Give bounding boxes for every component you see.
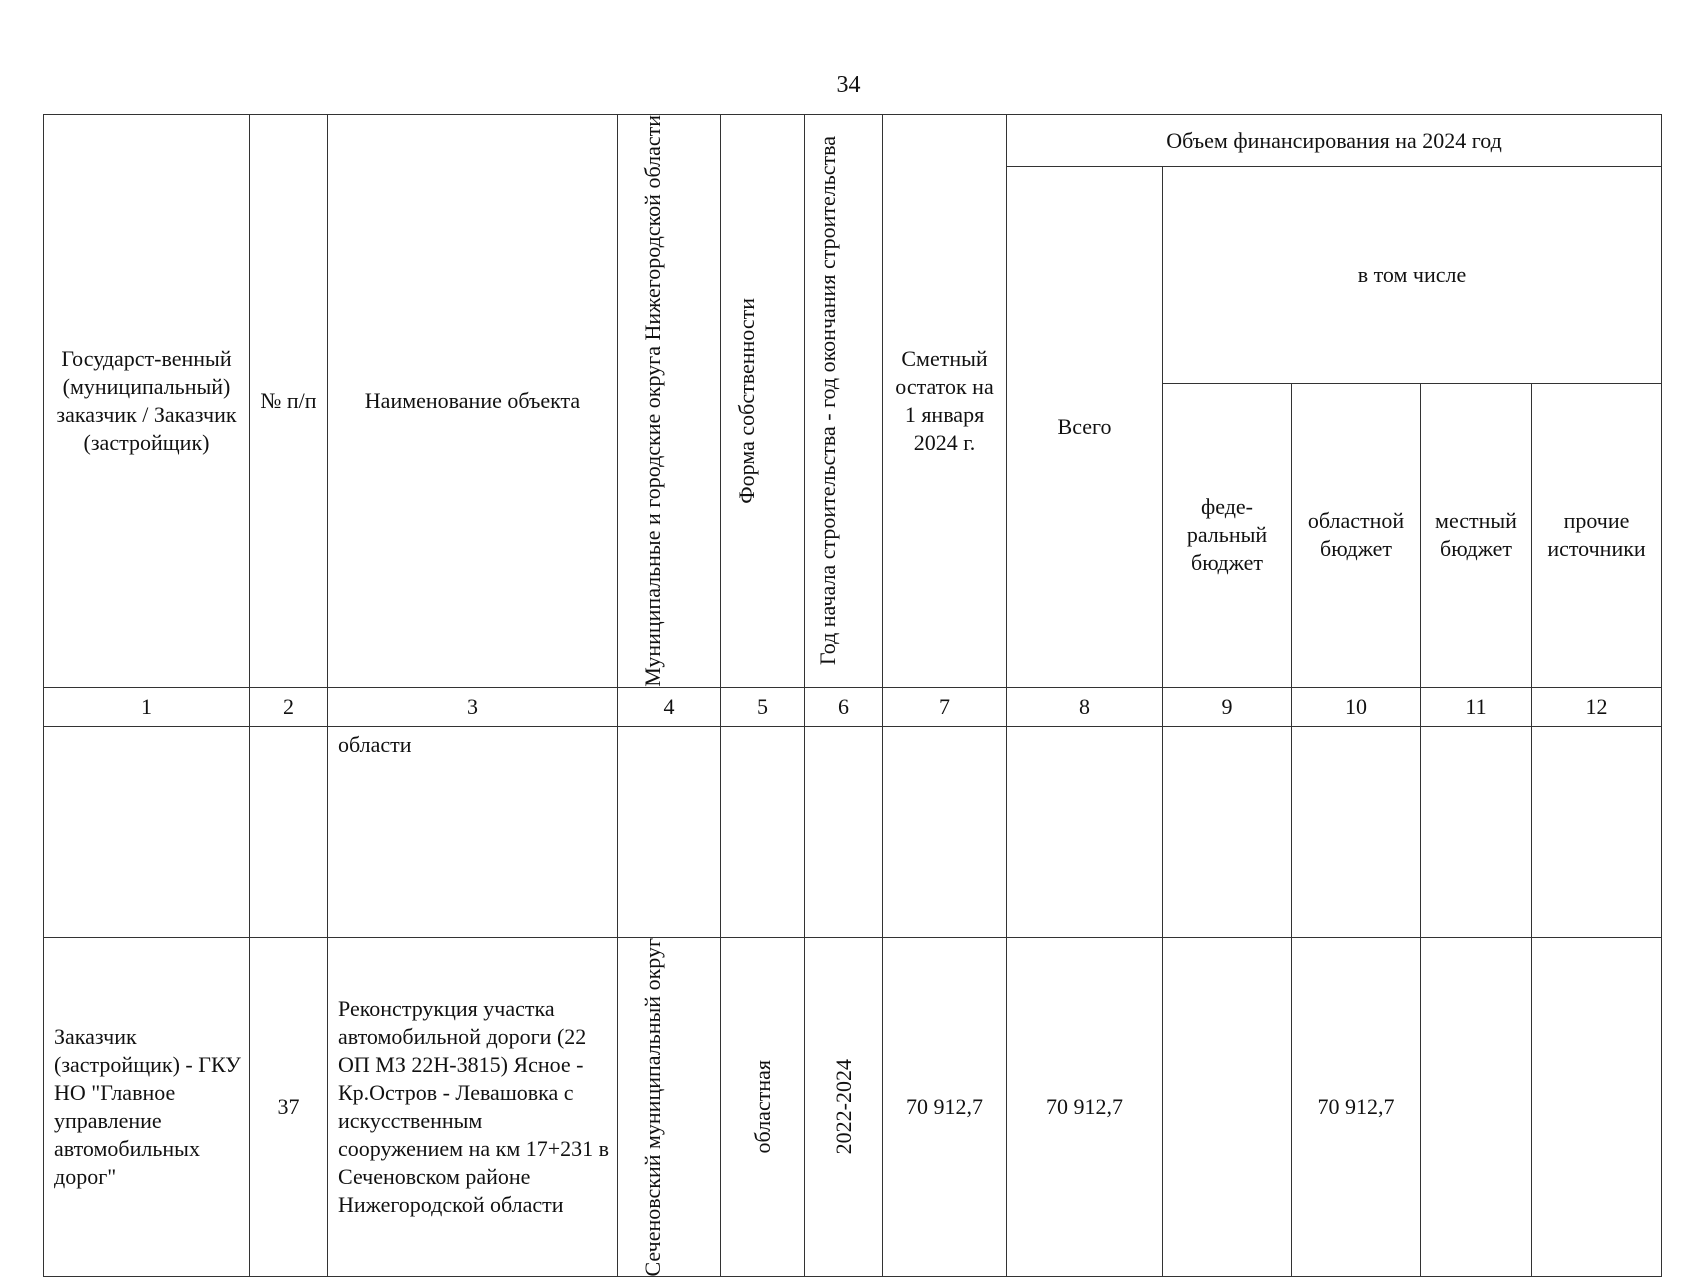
estimate-cell: 70 912,7 xyxy=(883,937,1007,1277)
header-years-text: Год начала строительства - год окончания строительства xyxy=(814,136,840,666)
continued-object-name: области xyxy=(328,726,618,937)
table-row xyxy=(44,937,1662,1277)
other-cell xyxy=(1532,937,1662,1277)
cell xyxy=(1163,726,1292,937)
row-number-cell: 37 xyxy=(250,937,328,1277)
column-number: 12 xyxy=(1532,687,1662,726)
header-municipality xyxy=(618,115,721,688)
header-number: № п/п xyxy=(250,115,328,688)
regional-cell: 70 912,7 xyxy=(1292,937,1421,1277)
object-name-cell: Реконструкция участка автомобильной дороги (22 ОП МЗ 22Н-3815) Ясное - Кр.Остров - Левашовка с искусственным сооружением на км 17+231 в Сеченовском районе Нижегородской области xyxy=(328,937,618,1277)
header-object-name: Наименование объекта xyxy=(328,115,618,688)
column-number: 2 xyxy=(250,687,328,726)
cell xyxy=(1532,726,1662,937)
column-number: 5 xyxy=(721,687,805,726)
column-number: 1 xyxy=(44,687,250,726)
header-regional: областной бюджет xyxy=(1292,383,1421,687)
page-number: 34 xyxy=(836,72,861,98)
header-local: местный бюджет xyxy=(1421,383,1532,687)
cell xyxy=(1007,726,1163,937)
continued-row xyxy=(44,726,1662,937)
ownership-cell xyxy=(721,937,805,1277)
column-number: 8 xyxy=(1007,687,1163,726)
column-number: 6 xyxy=(805,687,883,726)
total-cell: 70 912,7 xyxy=(1007,937,1163,1277)
column-number: 3 xyxy=(328,687,618,726)
years-cell xyxy=(805,937,883,1277)
header-estimate: Сметный остаток на 1 января 2024 г. xyxy=(883,115,1007,688)
header-including: в том числе xyxy=(1163,167,1662,384)
years-text: 2022-2024 xyxy=(830,1059,856,1155)
ownership-text: областная xyxy=(749,1060,775,1154)
cell xyxy=(250,726,328,937)
cell xyxy=(1421,726,1532,937)
local-cell xyxy=(1421,937,1532,1277)
cell xyxy=(721,726,805,937)
header-years xyxy=(805,115,883,688)
customer-cell: Заказчик (застройщик) - ГКУ НО "Главное управление автомобильных дорог" xyxy=(44,937,250,1277)
municipality-cell xyxy=(618,937,721,1277)
funding-table xyxy=(43,114,1662,1277)
header-customer: Государст-венный (муниципальный) заказчик / Заказчик (застройщик) xyxy=(44,115,250,688)
header-federal: феде-ральный бюджет xyxy=(1163,383,1292,687)
cell xyxy=(44,726,250,937)
header-ownership-text: Форма собственности xyxy=(733,297,759,504)
federal-cell xyxy=(1163,937,1292,1277)
municipality-text: Сеченовский муниципальный округ xyxy=(640,937,665,1277)
cell xyxy=(1292,726,1421,937)
header-municipality-text: Муниципальные и городские округа Нижегородской области xyxy=(640,115,665,687)
column-number: 9 xyxy=(1163,687,1292,726)
header-other: прочие источники xyxy=(1532,383,1662,687)
header-ownership xyxy=(721,115,805,688)
column-number: 11 xyxy=(1421,687,1532,726)
column-number: 10 xyxy=(1292,687,1421,726)
cell xyxy=(883,726,1007,937)
header-funding: Объем финансирования на 2024 год xyxy=(1007,115,1662,167)
header-total: Всего xyxy=(1007,167,1163,688)
cell xyxy=(805,726,883,937)
column-number: 4 xyxy=(618,687,721,726)
column-number: 7 xyxy=(883,687,1007,726)
cell xyxy=(618,726,721,937)
